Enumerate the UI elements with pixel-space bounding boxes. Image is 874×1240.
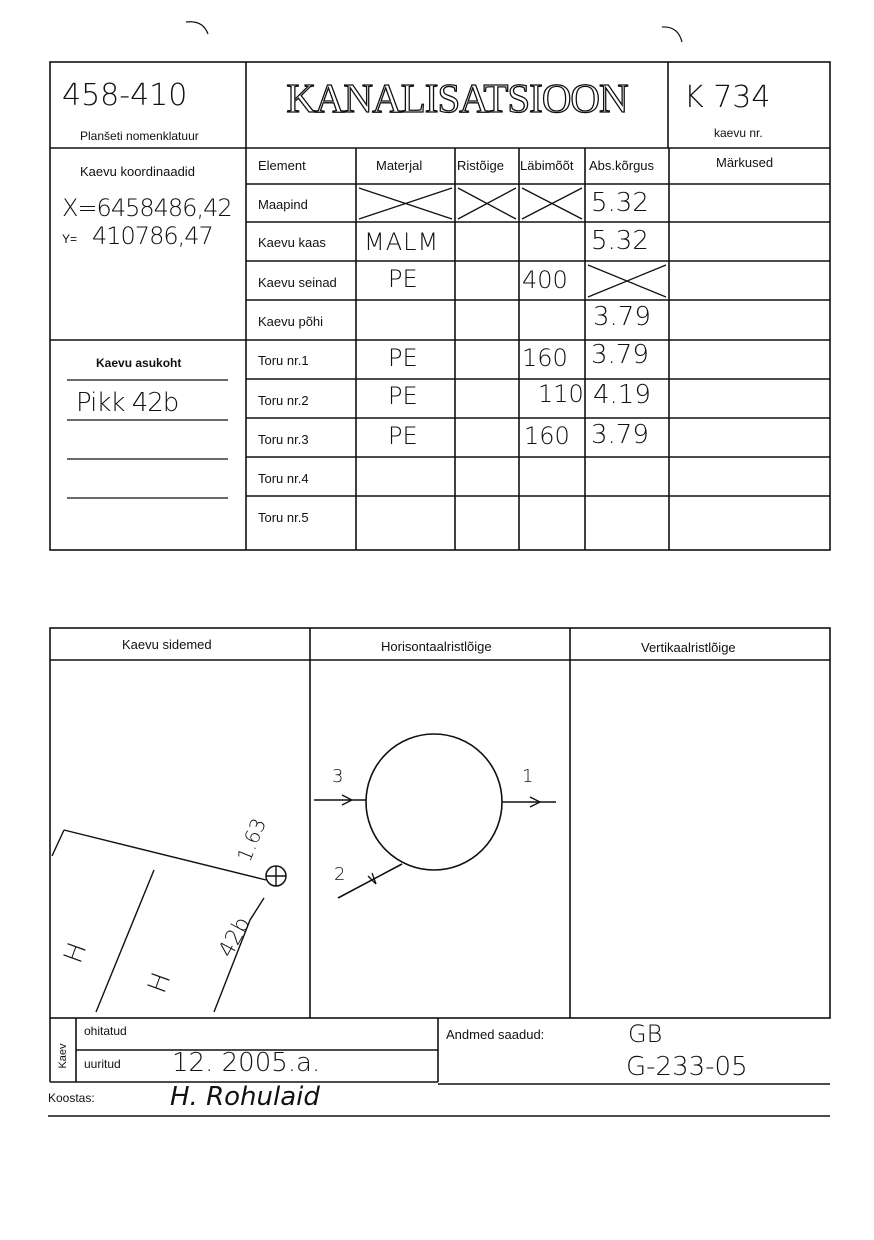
column-header-abs-height: Abs.kõrgus: [589, 158, 655, 173]
measured-value: 12. 2005.a.: [172, 1048, 321, 1078]
column-header-element: Element: [258, 158, 306, 173]
row-abs-height: 4.19: [593, 380, 651, 410]
well-number-label: kaevu nr.: [714, 126, 763, 140]
compiled-label: Koostas:: [48, 1091, 95, 1105]
row-element: Toru nr.4: [258, 471, 309, 486]
row-element: Toru nr.5: [258, 510, 309, 525]
row-material: PE: [388, 382, 418, 410]
data-label: Andmed saadud:: [446, 1027, 545, 1042]
coordinate-y-prefix: Y=: [62, 232, 78, 246]
column-header-diameter: Läbimõõt: [520, 158, 574, 173]
row-diameter: 160: [522, 344, 568, 372]
row-material: MALM: [364, 228, 440, 256]
row-abs-height: 3.79: [591, 340, 649, 370]
row-element: Toru nr.3: [258, 432, 309, 447]
column-header-cross-section: Ristõige: [457, 158, 504, 173]
compiled-value: H. Rohulaid: [170, 1082, 320, 1112]
row-diameter: 160: [524, 422, 570, 450]
pipe-2-label: 2: [334, 864, 346, 885]
coordinate-x: X=6458486,42: [62, 194, 232, 222]
kaev-label: Kaev: [57, 1043, 69, 1069]
row-element: Kaevu seinad: [258, 275, 337, 290]
tie-address: 42b: [214, 912, 256, 962]
row-diameter: 400: [522, 266, 568, 294]
row-element: Kaevu kaas: [258, 235, 326, 250]
row-abs-height: 5.32: [591, 226, 649, 256]
coordinates-label: Kaevu koordinaadid: [80, 164, 195, 179]
row-element: Toru nr.1: [258, 353, 309, 368]
row-element: Kaevu põhi: [258, 314, 324, 329]
tie-dimension: 1.63: [232, 814, 271, 865]
row-diameter: 110: [538, 380, 584, 408]
tie-label: Kaevu sidemed: [122, 637, 212, 652]
marked-label: ohitatud: [84, 1024, 127, 1038]
page-title: KANALISATSIOON: [286, 75, 628, 121]
pipe-3-label: 3: [332, 766, 344, 787]
horizontal-section-label: Horisontaalristlõige: [381, 639, 492, 654]
data-value-code: G-233-05: [626, 1052, 748, 1082]
nomenclature-value: 458-410: [62, 78, 188, 113]
location-value: Pikk 42b: [76, 388, 179, 418]
well-number-value: K 734: [684, 80, 771, 115]
pipe-1-label: 1: [522, 766, 534, 787]
vertical-section-label: Vertikaalristlõige: [641, 640, 736, 655]
row-abs-height: 3.79: [593, 302, 651, 332]
row-material: PE: [388, 422, 418, 450]
measured-label: uuritud: [84, 1057, 121, 1071]
row-element: Maapind: [258, 197, 308, 212]
plot-mark: H: [58, 938, 94, 968]
row-abs-height: 3.79: [591, 420, 649, 450]
column-header-material: Materjal: [376, 158, 423, 173]
nomenclature-label: Planšeti nomenklatuur: [80, 129, 199, 143]
data-value-source: GB: [628, 1020, 663, 1048]
plot-mark: H: [142, 968, 178, 998]
row-material: PE: [388, 265, 418, 293]
coordinate-y: 410786,47: [92, 222, 213, 250]
row-abs-height: 5.32: [591, 188, 649, 218]
location-label: Kaevu asukoht: [96, 356, 182, 370]
row-material: PE: [388, 344, 418, 372]
column-header-notes: Märkused: [716, 155, 774, 170]
row-element: Toru nr.2: [258, 393, 309, 408]
